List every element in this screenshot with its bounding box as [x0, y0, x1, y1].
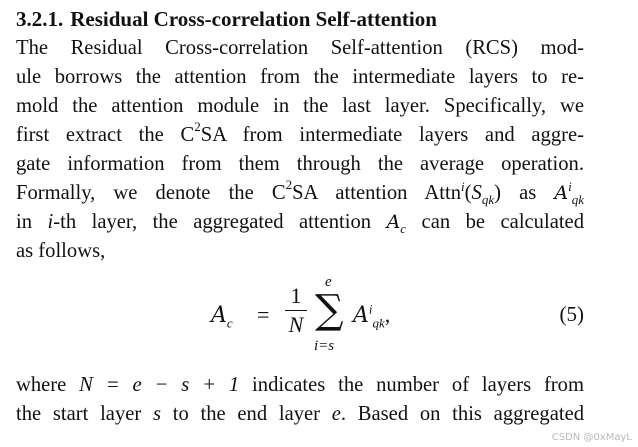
equation-term	[353, 301, 391, 331]
math-sub: c	[400, 221, 407, 237]
sum-lower-limit: i=s	[314, 338, 335, 354]
equals-sign: =	[257, 302, 270, 327]
summation-icon: ∑	[315, 287, 344, 333]
paper-page	[16, 4, 585, 425]
text-run: the start layer	[16, 403, 153, 425]
section-heading	[16, 4, 584, 34]
paragraph-line: The Residual Cross-correlation Self-attention (RCS) mod-	[16, 37, 584, 59]
text-run: Formally, we denote the C	[16, 182, 286, 204]
section-title: Residual Cross-correlation Self-attention	[70, 7, 437, 31]
paragraph-line: ule borrows the attention from the intermediate layers to re-	[16, 66, 584, 88]
text-run: SA attention	[292, 182, 425, 204]
paragraph-1	[16, 34, 584, 266]
text-run: can be calculated	[406, 211, 584, 233]
paragraph-line	[16, 208, 584, 237]
math-var: i	[47, 211, 54, 233]
text-run: -th layer, the aggregated attention	[53, 211, 387, 233]
math-paren: (	[464, 182, 472, 204]
math-sup: i	[368, 301, 373, 317]
math-paren: )	[494, 182, 501, 204]
text-run: in	[16, 211, 48, 233]
fraction-bar	[285, 310, 307, 311]
paragraph-line	[16, 121, 584, 150]
math-punct: ,	[384, 302, 391, 327]
math-var: S	[471, 182, 482, 204]
math-var: A	[353, 303, 369, 328]
text-run: indicates the number of layers from	[239, 374, 584, 396]
paragraph-line	[16, 179, 584, 208]
paragraph-line	[16, 371, 584, 400]
inline-math-A	[554, 179, 584, 208]
fraction	[285, 284, 307, 337]
paragraph-line: as follows,	[16, 240, 106, 262]
text-run: . Based on this aggregated	[340, 403, 585, 425]
inline-math-attn	[424, 179, 501, 208]
section-number: 3.2.1.	[16, 7, 64, 31]
text-run: to the end layer	[161, 403, 332, 425]
text-run: as	[500, 182, 555, 204]
math-var: s	[152, 403, 161, 425]
math-var: A	[386, 211, 401, 233]
paragraph-2	[16, 371, 584, 429]
paragraph-line: gate information from them through the average operation.	[16, 153, 584, 175]
text-run: first extract the C	[16, 124, 195, 146]
math-sub: qk	[571, 192, 584, 208]
text-run: where	[16, 374, 80, 396]
equation-5	[16, 276, 584, 360]
paragraph-line: mold the attention module in the last layer. Specifically, we	[16, 95, 584, 117]
math-var: A	[554, 182, 569, 204]
superscript: 2	[194, 119, 201, 135]
math-text: Attn	[424, 182, 462, 204]
paragraph-line	[16, 400, 584, 429]
fraction-denominator: N	[288, 312, 304, 337]
math-var: e	[331, 403, 341, 425]
math-sub: qk	[372, 315, 385, 331]
math-sup: i	[461, 179, 465, 195]
equation-number: (5)	[559, 302, 584, 326]
superscript: 2	[285, 177, 293, 193]
math-var: A	[211, 303, 227, 328]
equation-lhs	[211, 302, 233, 331]
math-sub: c	[226, 315, 233, 331]
sum-upper-limit: e	[325, 274, 332, 290]
math-sup: i	[568, 179, 572, 195]
inline-math: N = e − s + 1	[79, 374, 240, 396]
text-run: SA from intermediate layers and aggre-	[200, 124, 584, 146]
math-sub: qk	[481, 192, 495, 208]
watermark: CSDN @0xMayL	[551, 432, 632, 443]
fraction-numerator: 1	[290, 283, 302, 308]
